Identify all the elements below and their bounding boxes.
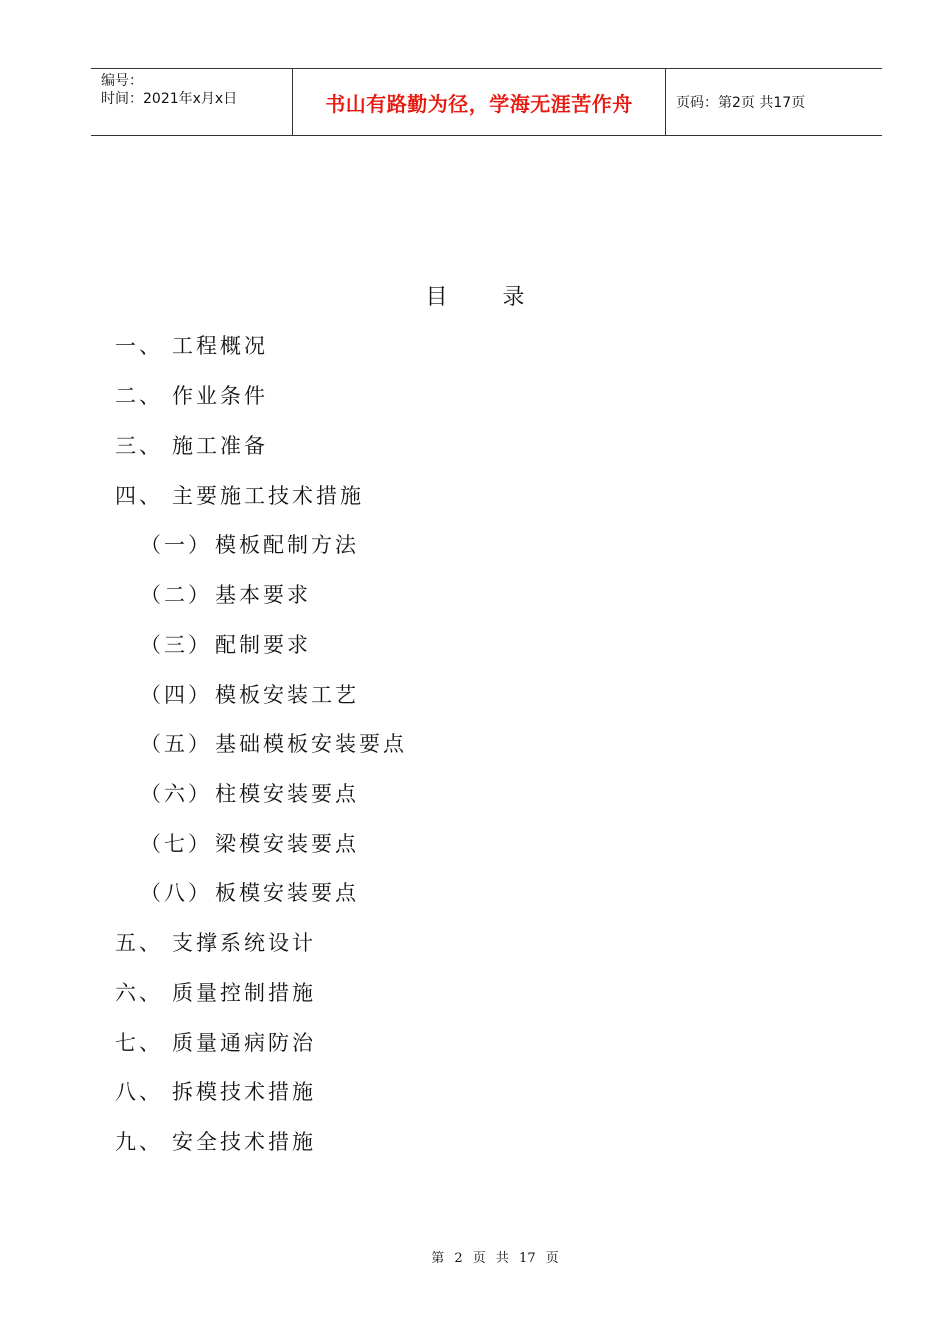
toc-subitem[interactable]: [140, 579, 311, 609]
toc-item-number: （四）: [140, 683, 212, 707]
header-page-info: 页码：第2页 共17页: [676, 95, 806, 111]
toc-item-label: 柱模安装要点: [215, 782, 359, 806]
toc-item-label: 工程概况: [172, 334, 268, 358]
toc-item-number: 二、: [115, 384, 163, 408]
toc-subitem[interactable]: [140, 629, 311, 659]
header-motto: 书山有路勤为径，学海无涯苦作舟: [293, 69, 666, 135]
header-meta: [91, 69, 293, 135]
document-date: 时间：2021年x月x日: [101, 91, 238, 107]
toc-item-number: 一、: [115, 334, 163, 358]
toc-item-label: 基础模板安装要点: [215, 732, 407, 756]
toc-subitem[interactable]: [140, 877, 359, 907]
toc-item[interactable]: [115, 1126, 316, 1156]
toc-item-label: 拆模技术措施: [172, 1080, 316, 1104]
toc-item-label: 模板配制方法: [215, 533, 359, 557]
toc-title: 目 录: [425, 285, 549, 310]
toc-item[interactable]: [115, 480, 364, 510]
toc-item-label: 模板安装工艺: [215, 683, 359, 707]
toc-item[interactable]: [115, 1027, 316, 1057]
toc-item-label: 梁模安装要点: [215, 832, 359, 856]
page-header: [91, 68, 882, 136]
toc-item-label: 主要施工技术措施: [172, 484, 364, 508]
toc-item-number: （二）: [140, 583, 212, 607]
toc-item-label: 基本要求: [215, 583, 311, 607]
toc-subitem[interactable]: [140, 529, 359, 559]
toc-item-label: 施工准备: [172, 434, 268, 458]
toc-item-number: 四、: [115, 484, 163, 508]
toc-item-label: 质量通病防治: [172, 1031, 316, 1055]
toc-item-label: 质量控制措施: [172, 981, 316, 1005]
toc-item-number: （六）: [140, 782, 212, 806]
toc-item-number: （三）: [140, 633, 212, 657]
toc-item-label: 支撑系统设计: [172, 931, 316, 955]
toc-item-label: 板模安装要点: [215, 881, 359, 905]
toc-item-label: 安全技术措施: [172, 1130, 316, 1154]
toc-item-number: 六、: [115, 981, 163, 1005]
toc-item-number: 八、: [115, 1080, 163, 1104]
toc-item[interactable]: [115, 927, 316, 957]
toc-item-number: 七、: [115, 1031, 163, 1055]
toc-item[interactable]: [115, 1076, 316, 1106]
toc-item-number: （五）: [140, 732, 212, 756]
toc-item[interactable]: [115, 330, 268, 360]
toc-item-label: 作业条件: [172, 384, 268, 408]
toc-subitem[interactable]: [140, 728, 407, 758]
page-footer: 第 2 页 共 17 页: [431, 1251, 559, 1266]
toc-subitem[interactable]: [140, 778, 359, 808]
toc-item-number: （七）: [140, 832, 212, 856]
toc-item-number: 九、: [115, 1130, 163, 1154]
toc-item-number: （一）: [140, 533, 212, 557]
toc-item-number: （八）: [140, 881, 212, 905]
toc-item[interactable]: [115, 977, 316, 1007]
toc-item-label: 配制要求: [215, 633, 311, 657]
document-code-label: 编号：: [101, 73, 143, 89]
toc-item-number: 三、: [115, 434, 163, 458]
toc-item[interactable]: [115, 430, 268, 460]
toc-item[interactable]: [115, 380, 268, 410]
toc-subitem[interactable]: [140, 828, 359, 858]
toc-item-number: 五、: [115, 931, 163, 955]
toc-subitem[interactable]: [140, 679, 359, 709]
